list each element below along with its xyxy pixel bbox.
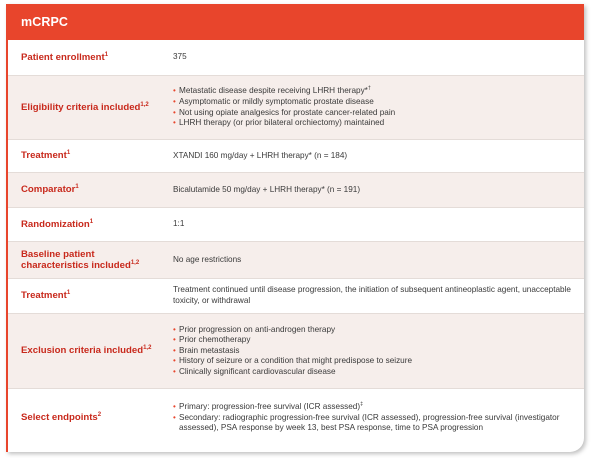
table-title: mCRPC <box>21 15 69 29</box>
row-label: Eligibility criteria included$^{1,2}$ <box>21 101 149 113</box>
row-label: Baseline patient characteristics included$^{1,2}$ <box>21 248 140 271</box>
list-item: • Prior progression on anti-androgen therapy <box>173 325 572 336</box>
list-item: • Brain metastasis <box>173 346 572 357</box>
row-value: Bicalutamide 50 mg/day + LHRH therapy* (n = 191) <box>173 184 361 194</box>
list-item: • Prior chemotherapy <box>173 335 572 346</box>
row-label: Comparator$^1$ <box>21 184 79 196</box>
row-treatment-duration <box>8 279 584 314</box>
row-eligibility-criteria <box>8 76 584 140</box>
list-item: • History of seizure or a condition that might predispose to seizure <box>173 356 572 367</box>
list-item: • LHRH therapy (or prior bilateral orchiectomy) maintained <box>173 118 572 129</box>
row-baseline-characteristics <box>8 242 584 279</box>
row-treatment <box>8 140 584 173</box>
row-comparator <box>8 173 584 208</box>
list-item: • Secondary: radiographic progression-free survival (ICR assessed), progression-free survival (investigator assessed), PSA response by week 13, best PSA response, time to PSA progression <box>173 413 572 434</box>
row-label: Treatment$^1$ <box>21 290 71 302</box>
row-value: 1:1 <box>173 219 185 229</box>
row-randomization <box>8 208 584 242</box>
row-value: XTANDI 160 mg/day + LHRH therapy* (n = 184) <box>173 150 348 160</box>
row-exclusion-criteria <box>8 314 584 389</box>
list-item: • Asymptomatic or mildly symptomatic prostate disease <box>173 97 572 108</box>
list-item: • Not using opiate analgesics for prostate cancer-related pain <box>173 108 572 119</box>
row-label: Exclusion criteria included$^{1,2}$ <box>21 345 152 357</box>
row-label: Treatment$^1$ <box>21 150 71 162</box>
row-select-endpoints <box>8 389 584 447</box>
row-value: Treatment continued until disease progression, the initiation of subsequent antineoplastic agent, unacceptable toxicity, or withdrawal <box>173 285 571 305</box>
row-value <box>158 86 584 128</box>
row-label: Patient enrollment$^1$ <box>21 51 109 63</box>
list-item: • Metastatic disease despite receiving LHRH therapy*† <box>173 86 572 97</box>
row-value: 375 <box>173 52 187 62</box>
row-label: Randomization$^1$ <box>21 218 94 230</box>
list-item: • Clinically significant cardiovascular disease <box>173 367 572 378</box>
row-value: No age restrictions <box>173 254 242 264</box>
row-patient-enrollment <box>8 40 584 76</box>
row-value <box>158 325 584 378</box>
row-label: Select endpoints$^2$ <box>21 412 102 424</box>
list-item: • Primary: progression-free survival (ICR assessed)‡ <box>173 402 572 413</box>
table-header <box>8 4 584 40</box>
mcrpc-study-table <box>6 4 584 452</box>
row-value <box>158 402 584 434</box>
